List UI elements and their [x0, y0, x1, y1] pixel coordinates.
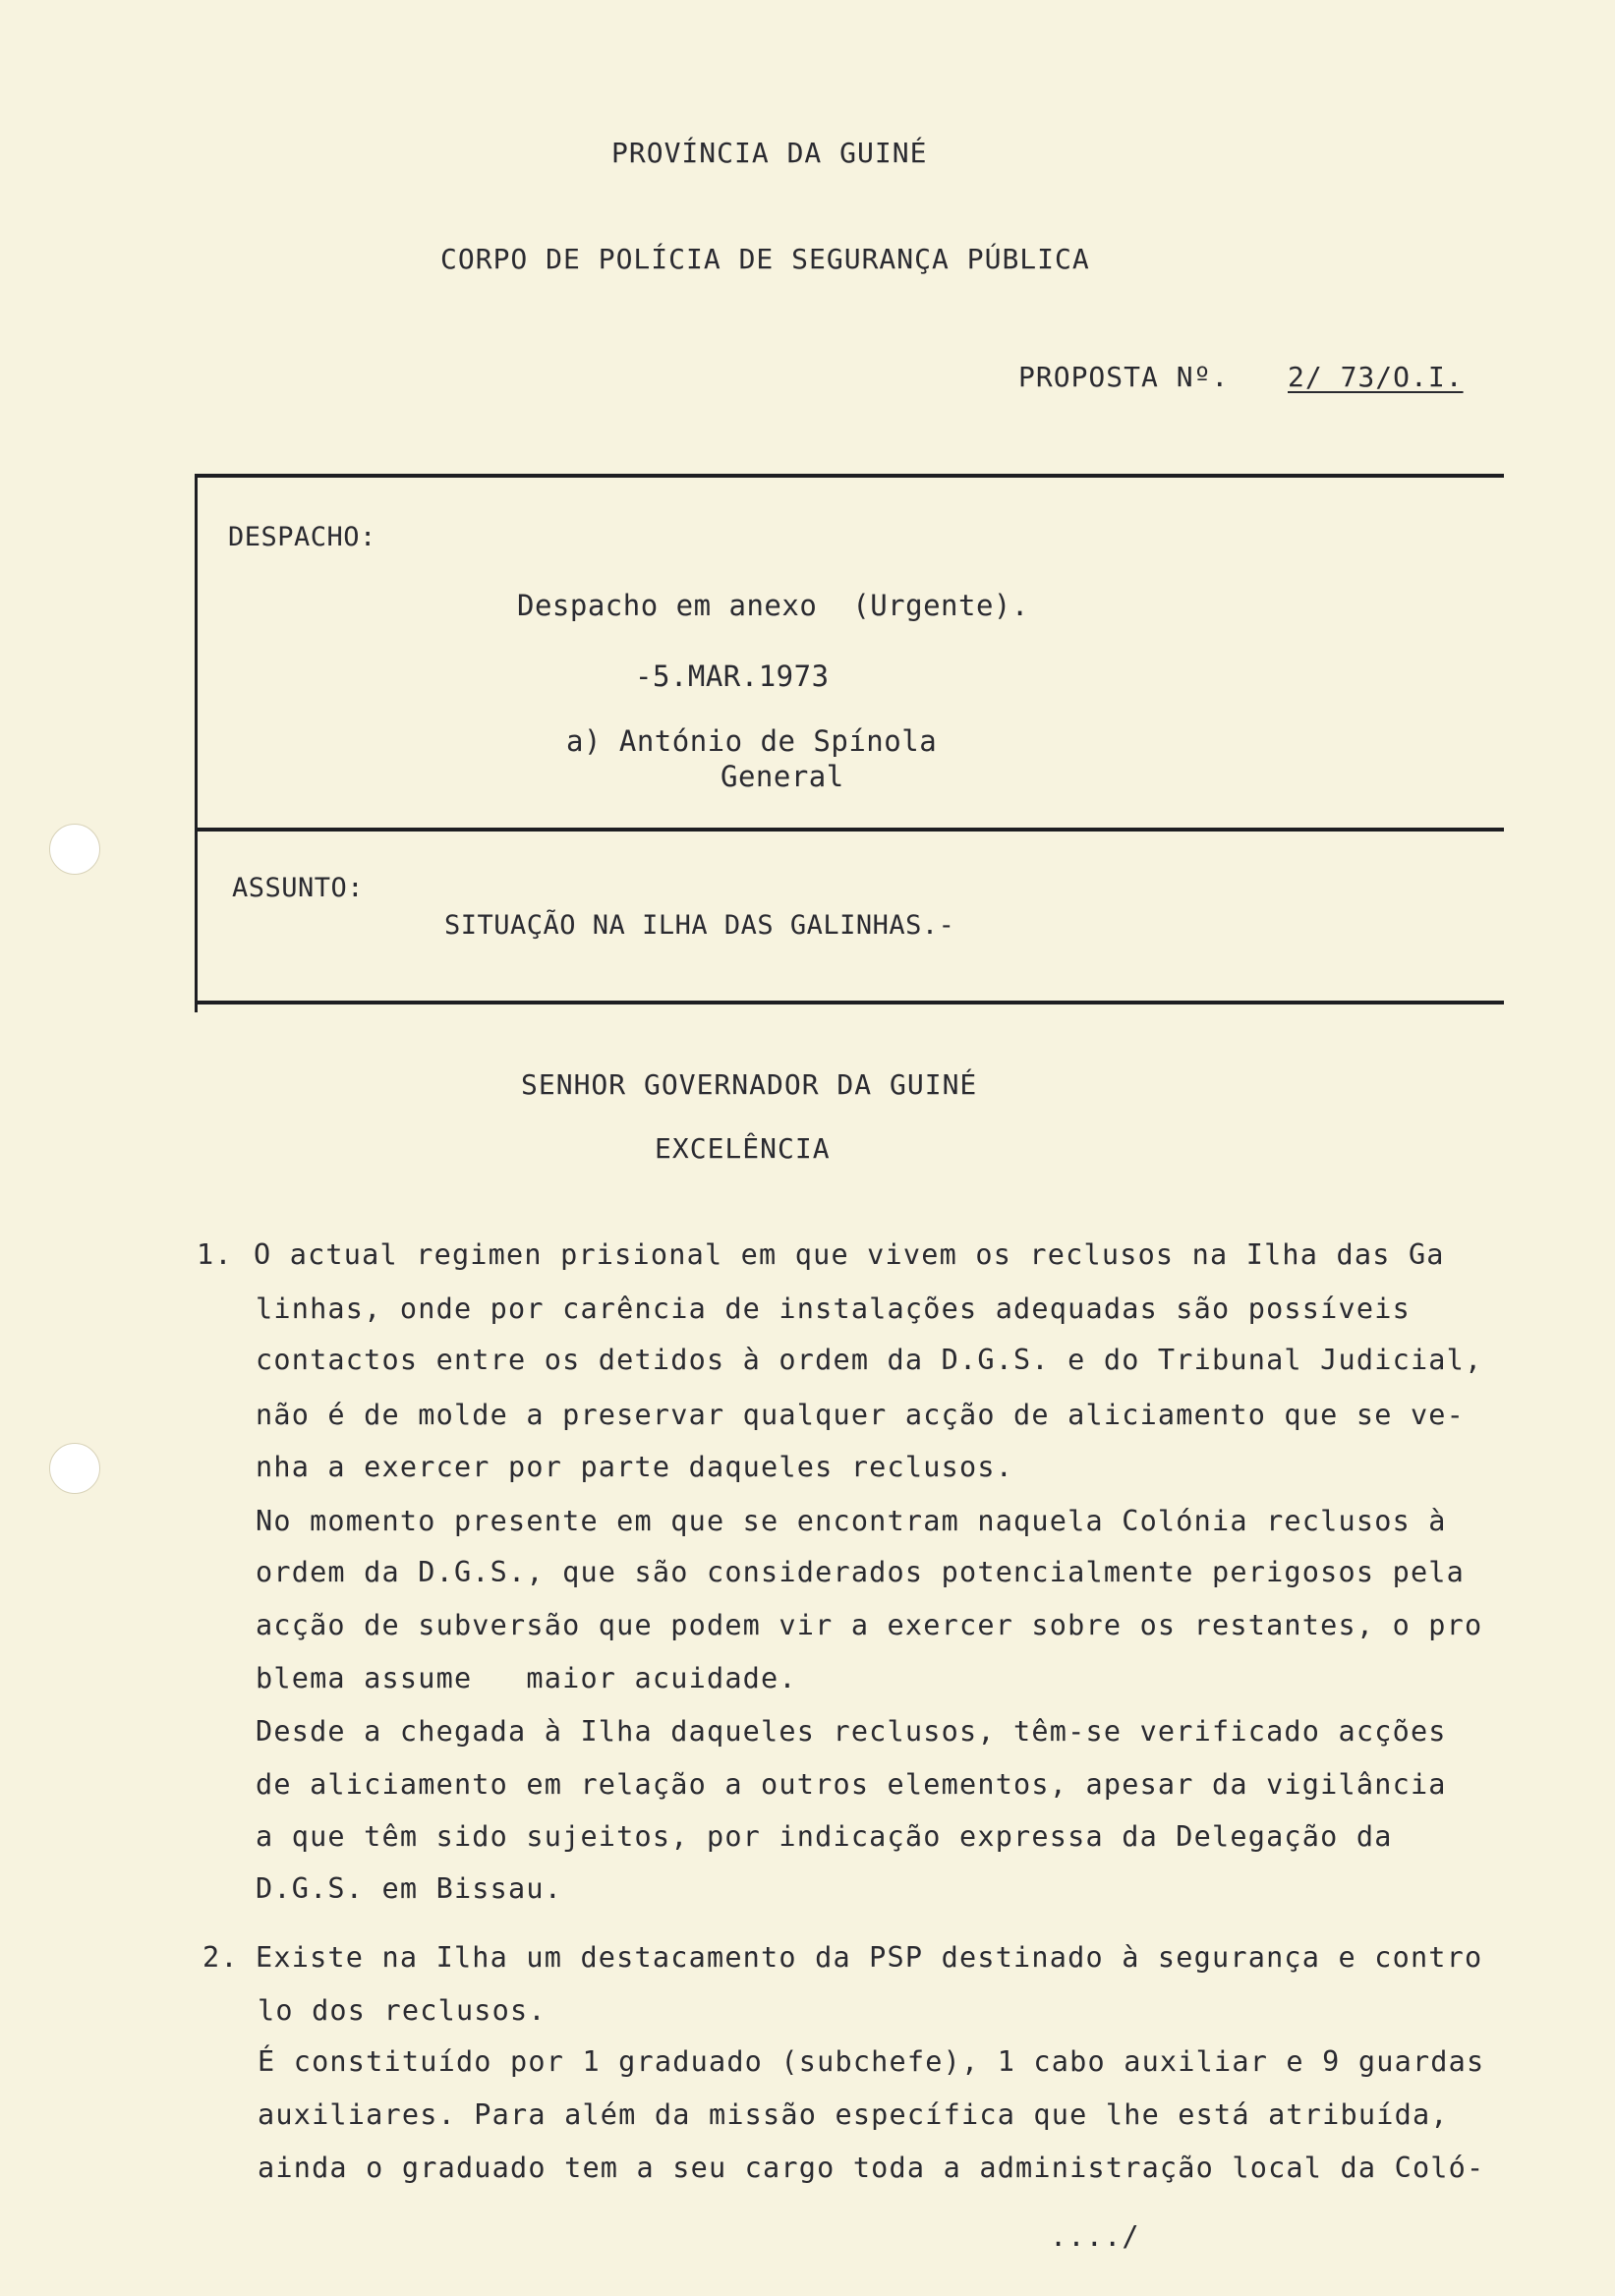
paragraph-2-line: lo dos reclusos. [258, 1994, 547, 2027]
paragraph-1-line: de aliciamento em relação a outros elementos, apesar da vigilância [256, 1768, 1447, 1801]
despacho-rank: General [721, 760, 844, 793]
despacho-label: DESPACHO: [228, 522, 376, 552]
paragraph-2-number: 2. [202, 1941, 239, 1974]
proposal-label: PROPOSTA Nº. [1018, 361, 1230, 393]
province-heading: PROVÍNCIA DA GUINÉ [611, 137, 928, 169]
paragraph-1-line: contactos entre os detidos à ordem da D.G.S. e do Tribunal Judicial, [256, 1344, 1483, 1376]
box-top-rule [195, 474, 1504, 478]
paragraph-1-line: a que têm sido sujeitos, por indicação expressa da Delegação da [256, 1820, 1393, 1853]
box-left-rule [195, 474, 198, 1012]
proposal-number: 2/ 73/O.I. [1288, 361, 1464, 393]
paragraph-1-line: O actual regimen prisional em que vivem os reclusos na Ilha das Ga [254, 1238, 1445, 1271]
despacho-date: -5.MAR.1973 [635, 660, 830, 693]
paragraph-1-line: Desde a chegada à Ilha daqueles reclusos, têm-se verificado acções [256, 1715, 1447, 1748]
paragraph-1-line: não é de molde a preservar qualquer acção de aliciamento que se ve- [256, 1399, 1466, 1431]
paragraph-1-line: D.G.S. em Bissau. [256, 1872, 563, 1905]
paragraph-1-line: nha a exercer por parte daqueles reclusos. [256, 1451, 1014, 1483]
paragraph-1-line: blema assume maior acuidade. [256, 1662, 797, 1694]
assunto-text: SITUAÇÃO NA ILHA DAS GALINHAS.- [444, 910, 955, 941]
punch-hole-bottom [49, 1443, 100, 1494]
paragraph-1-line: No momento presente em que se encontram naquela Colónia reclusos à [256, 1505, 1447, 1537]
paragraph-2-line: auxiliares. Para além da missão específica que lhe está atribuída, [258, 2098, 1449, 2131]
salutation-line1: SENHOR GOVERNADOR DA GUINÉ [521, 1068, 978, 1101]
paragraph-2-line: É constituído por 1 graduado (subchefe), 1 cabo auxiliar e 9 guardas [258, 2045, 1485, 2078]
despacho-text: Despacho em anexo (Urgente). [517, 589, 1029, 622]
paragraph-1-line: ordem da D.G.S., que são considerados potencialmente perigosos pela [256, 1556, 1466, 1588]
box-middle-rule [195, 828, 1504, 832]
punch-hole-top [49, 824, 100, 875]
salutation-line2: EXCELÊNCIA [655, 1132, 831, 1165]
assunto-label: ASSUNTO: [232, 873, 365, 903]
corps-heading: CORPO DE POLÍCIA DE SEGURANÇA PÚBLICA [440, 243, 1090, 275]
paragraph-1-line: acção de subversão que podem vir a exercer sobre os restantes, o pro [256, 1609, 1483, 1641]
continuation-mark: ..../ [1050, 2220, 1140, 2253]
paragraph-1-number: 1. [197, 1238, 233, 1271]
despacho-signature: a) António de Spínola [566, 724, 938, 758]
paragraph-1-line: linhas, onde por carência de instalações adequadas são possíveis [256, 1292, 1411, 1325]
paragraph-2-line: ainda o graduado tem a seu cargo toda a administração local da Coló- [258, 2152, 1485, 2184]
box-bottom-rule [195, 1001, 1504, 1004]
paragraph-2-line: Existe na Ilha um destacamento da PSP destinado à segurança e contro [256, 1941, 1483, 1974]
